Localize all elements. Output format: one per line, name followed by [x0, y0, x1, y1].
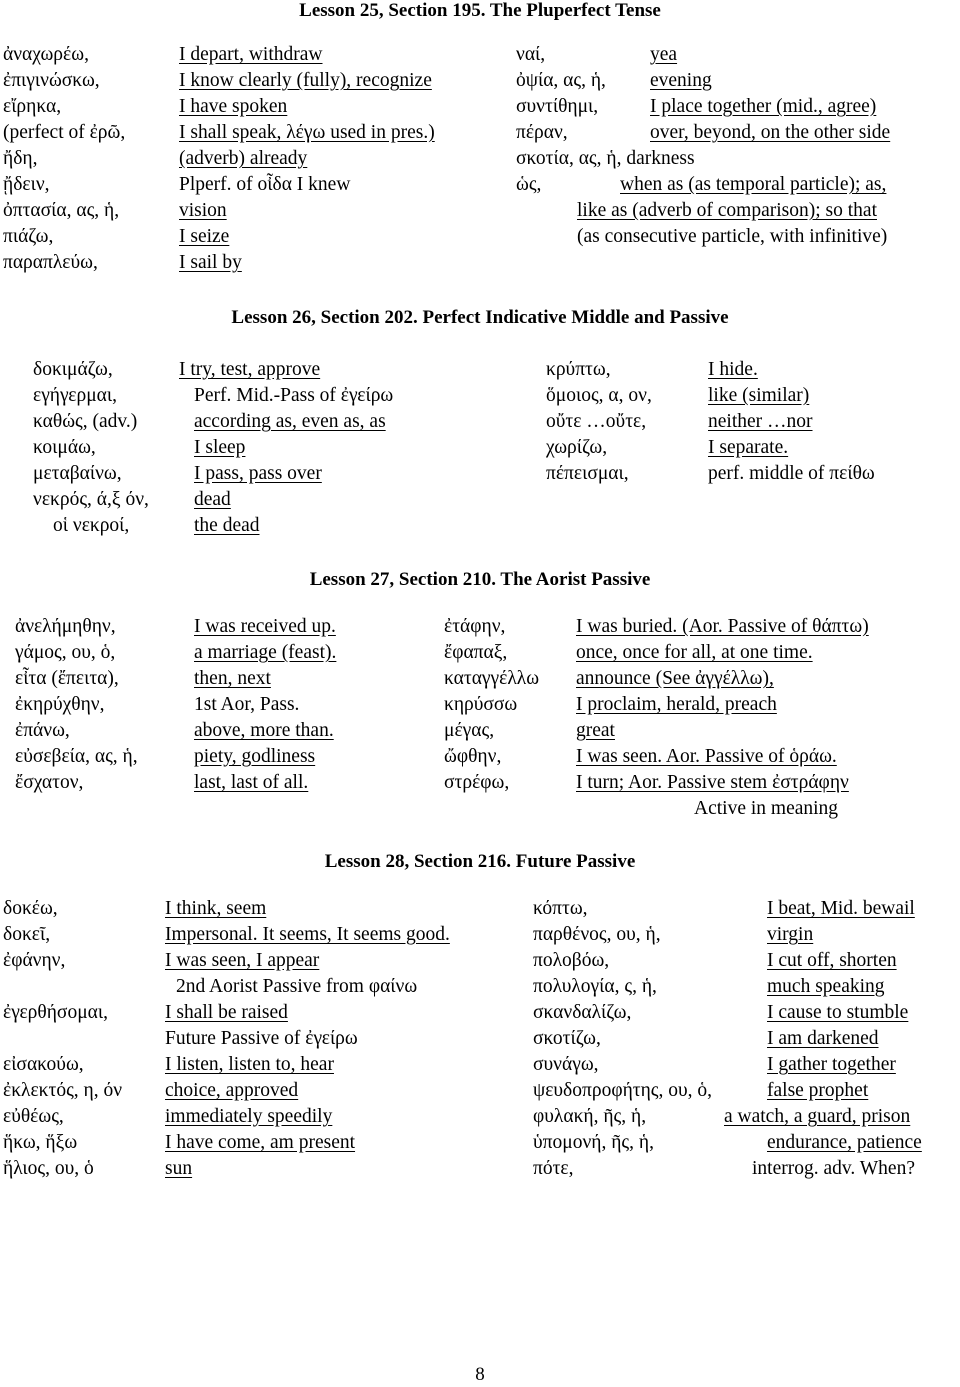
- greek-term: δοκιμάζω,: [33, 359, 113, 380]
- greek-term: μεταβαίνω,: [33, 463, 122, 484]
- english-gloss: (adverb) already: [179, 148, 308, 169]
- greek-term: πολυλογία, ς, ἡ,: [533, 976, 657, 997]
- greek-term: καταγγέλλω: [444, 668, 540, 689]
- greek-term: παραπλεύω,: [3, 252, 98, 273]
- greek-term: κοιμάω,: [33, 437, 96, 458]
- english-gloss: once, once for all, at one time.: [576, 642, 813, 663]
- greek-term: χωρίζω,: [546, 437, 608, 458]
- vocab-row: [0, 487, 960, 513]
- english-gloss: piety, godliness: [194, 746, 316, 767]
- english-gloss: yea: [650, 44, 678, 65]
- english-gloss: I seize: [179, 226, 230, 247]
- greek-term: καθώς, (adv.): [33, 411, 138, 432]
- greek-term: (perfect of ἐρῶ,: [3, 122, 126, 143]
- vocab-row: [0, 1130, 960, 1156]
- greek-term: πιάζω,: [3, 226, 54, 247]
- vocab-row: [0, 922, 960, 948]
- greek-term: πολοβόω,: [533, 950, 610, 971]
- page-number: 8: [475, 1364, 485, 1385]
- greek-term: ἥλιος, ου, ὁ: [3, 1158, 94, 1179]
- greek-term: κρύπτω,: [546, 359, 611, 380]
- vocab-row: [0, 718, 960, 744]
- greek-term: δοκέω,: [3, 898, 58, 919]
- greek-term: εἰσακούω,: [3, 1054, 84, 1075]
- english-gloss: I was buried. (Aor. Passive of θάπτω): [576, 616, 869, 637]
- english-gloss: I have come, am present: [165, 1132, 356, 1153]
- greek-term: στρέφω,: [444, 772, 510, 793]
- greek-term: ὤφθην,: [444, 746, 502, 767]
- greek-term: ψευδοπροφήτης, ου, ὁ,: [533, 1080, 713, 1101]
- greek-term: σκοτία, ας, ἡ, darkness: [516, 148, 695, 169]
- vocab-row: [0, 172, 960, 198]
- vocab-row: [0, 68, 960, 94]
- vocab-row: [0, 614, 960, 640]
- vocab-row: [0, 948, 960, 974]
- english-gloss: I was received up.: [194, 616, 336, 637]
- english-gloss: I sail by: [179, 252, 242, 273]
- greek-term: γάμος, ου, ὁ,: [15, 642, 116, 663]
- english-gloss: I cut off, shorten: [767, 950, 897, 971]
- english-gloss: perf. middle of πείθω: [708, 463, 875, 484]
- greek-term: εἴρηκα,: [3, 96, 62, 117]
- greek-term: ἐκηρύχθην,: [15, 694, 105, 715]
- greek-term: οἱ νεκροί,: [53, 515, 130, 536]
- vocab-row: [0, 666, 960, 692]
- english-gloss: I think, seem: [165, 898, 267, 919]
- english-gloss: a marriage (feast).: [194, 642, 337, 663]
- english-gloss: announce (See ἀγγέλλω),: [576, 668, 774, 689]
- english-gloss: I cause to stumble: [767, 1002, 909, 1023]
- greek-term: ἐφάνην,: [3, 950, 66, 971]
- vocab-row: [0, 974, 960, 1000]
- vocab-row: [0, 896, 960, 922]
- greek-term: ἐτάφην,: [444, 616, 506, 637]
- greek-term: πέπεισμαι,: [546, 463, 629, 484]
- english-gloss: I know clearly (fully), recognize: [179, 70, 432, 91]
- greek-term: συντίθημι,: [516, 96, 599, 117]
- english-gloss: (as consecutive particle, with infinitive): [577, 226, 888, 247]
- english-gloss: I listen, listen to, hear: [165, 1054, 334, 1075]
- section-title: Lesson 26, Section 202. Perfect Indicative Middle and Passive: [231, 307, 729, 328]
- greek-term: εἶτα (ἔπειτα),: [15, 668, 119, 689]
- greek-term: νεκρός, ά,ξ όν,: [33, 489, 149, 510]
- vocab-row: [0, 796, 960, 822]
- english-gloss: when as (as temporal particle); as,: [620, 174, 887, 195]
- english-gloss: according as, even as, as: [194, 411, 386, 432]
- english-gloss: 1st Aor, Pass.: [194, 694, 300, 715]
- greek-term: πότε,: [533, 1158, 574, 1179]
- english-gloss: interrog. adv. When?: [752, 1158, 915, 1179]
- greek-term: ναί,: [516, 44, 546, 65]
- greek-term: σκοτίζω,: [533, 1028, 601, 1049]
- vocab-row: [0, 250, 960, 276]
- english-gloss: Future Passive of ἐγείρω: [165, 1028, 358, 1049]
- greek-term: ὀψία, ας, ἡ,: [516, 70, 606, 91]
- greek-term: κόπτω,: [533, 898, 588, 919]
- greek-term: παρθένος, ου, ἡ,: [533, 924, 661, 945]
- english-gloss: the dead: [194, 515, 260, 536]
- greek-term: σκανδαλίζω,: [533, 1002, 632, 1023]
- vocab-row: [0, 1104, 960, 1130]
- vocab-row: [0, 513, 960, 539]
- english-gloss: then, next: [194, 668, 271, 689]
- vocab-row: [0, 1052, 960, 1078]
- greek-term: φυλακή, ῆς, ἡ,: [533, 1106, 647, 1127]
- english-gloss: I depart, withdraw: [179, 44, 323, 65]
- english-gloss: like as (adverb of comparison); so that: [577, 200, 877, 221]
- greek-term: ᾔδειν,: [3, 174, 50, 195]
- english-gloss: 2nd Aorist Passive from φαίνω: [176, 976, 418, 997]
- greek-term: οὔτε …οὔτε,: [546, 411, 647, 432]
- greek-term: ἀναχωρέω,: [3, 44, 89, 65]
- english-gloss: above, more than.: [194, 720, 334, 741]
- english-gloss: I was seen. Aor. Passive of ὁράω.: [576, 746, 837, 767]
- greek-term: μέγας,: [444, 720, 495, 741]
- english-gloss: I try, test, approve: [179, 359, 321, 380]
- english-gloss: I sleep: [194, 437, 246, 458]
- vocab-row: [0, 461, 960, 487]
- vocab-row: [0, 120, 960, 146]
- english-gloss: I proclaim, herald, preach: [576, 694, 777, 715]
- english-gloss: sun: [165, 1158, 193, 1179]
- greek-term: εὐσεβεία, ας, ἡ,: [15, 746, 138, 767]
- greek-term: εγήγερμαι,: [33, 385, 117, 406]
- greek-term: ἐγερθήσομαι,: [3, 1002, 108, 1023]
- english-gloss: I separate.: [708, 437, 789, 458]
- vocab-row: [0, 224, 960, 250]
- vocab-row: [0, 1000, 960, 1026]
- english-gloss: I am darkened: [767, 1028, 879, 1049]
- greek-term: δοκεῖ,: [3, 924, 51, 945]
- english-gloss: I pass, pass over: [194, 463, 322, 484]
- english-gloss: Perf. Mid.-Pass of ἐγείρω: [194, 385, 394, 406]
- english-gloss: I shall speak, λέγω used in pres.): [179, 122, 435, 143]
- english-gloss: virgin: [767, 924, 814, 945]
- english-gloss: immediately speedily: [165, 1106, 333, 1127]
- vocab-row: [0, 1078, 960, 1104]
- vocab-row: [0, 435, 960, 461]
- vocab-row: [0, 409, 960, 435]
- english-gloss: false prophet: [767, 1080, 869, 1101]
- english-gloss: a watch, a guard, prison: [724, 1106, 911, 1127]
- greek-term: ὑπομονή, ῆς, ἡ,: [533, 1132, 654, 1153]
- english-gloss: last, last of all.: [194, 772, 309, 793]
- vocab-row: [0, 383, 960, 409]
- english-gloss: I place together (mid., agree): [650, 96, 877, 117]
- vocab-row: [0, 94, 960, 120]
- section-title: Lesson 28, Section 216. Future Passive: [324, 851, 636, 872]
- vocab-row: [0, 640, 960, 666]
- greek-term: ἀνελήμηθην,: [15, 616, 116, 637]
- greek-term: ὀπτασία, ας, ἡ,: [3, 200, 120, 221]
- greek-term: πέραν,: [516, 122, 568, 143]
- greek-term: εὐθέως,: [3, 1106, 64, 1127]
- english-gloss: I turn; Aor. Passive stem ἐστράφην: [576, 772, 849, 793]
- vocab-row: [0, 357, 960, 383]
- english-gloss: great: [576, 720, 615, 741]
- english-gloss: like (similar): [708, 385, 810, 406]
- english-gloss: Active in meaning: [694, 798, 839, 819]
- section-title: Lesson 25, Section 195. The Pluperfect Tense: [299, 0, 661, 21]
- english-gloss: I gather together: [767, 1054, 896, 1075]
- greek-term: ἐκλεκτός, η, όν: [3, 1080, 123, 1101]
- english-gloss: neither …nor: [708, 411, 813, 432]
- vocab-row: [0, 42, 960, 68]
- english-gloss: I beat, Mid. bewail: [767, 898, 915, 919]
- vocab-row: [0, 1026, 960, 1052]
- english-gloss: dead: [194, 489, 231, 510]
- vocab-row: [0, 692, 960, 718]
- greek-term: ἤδη,: [3, 148, 38, 169]
- greek-term: ἔφαπαξ,: [444, 642, 508, 663]
- english-gloss: I have spoken: [179, 96, 288, 117]
- vocab-row: [0, 744, 960, 770]
- english-gloss: vision: [179, 200, 227, 221]
- english-gloss: over, beyond, on the other side: [650, 122, 891, 143]
- greek-term: συνάγω,: [533, 1054, 599, 1075]
- english-gloss: choice, approved: [165, 1080, 299, 1101]
- greek-term: κηρύσσω: [444, 694, 518, 715]
- english-gloss: I was seen, I appear: [165, 950, 320, 971]
- greek-term: ἔσχατον,: [15, 772, 84, 793]
- vocab-row: [0, 146, 960, 172]
- section-title: Lesson 27, Section 210. The Aorist Passive: [309, 569, 651, 590]
- english-gloss: I hide.: [708, 359, 758, 380]
- greek-term: ἐπάνω,: [15, 720, 70, 741]
- greek-term: ἐπιγινώσκω,: [3, 70, 100, 91]
- english-gloss: much speaking: [767, 976, 885, 997]
- english-gloss: Impersonal. It seems, It seems good.: [165, 924, 450, 945]
- english-gloss: evening: [650, 70, 712, 91]
- vocab-row: [0, 198, 960, 224]
- english-gloss: I shall be raised: [165, 1002, 288, 1023]
- vocab-row: [0, 1156, 960, 1182]
- vocab-row: [0, 770, 960, 796]
- greek-term: ὅμοιος, α, ον,: [546, 385, 652, 406]
- english-gloss: Plperf. of οἶδα I knew: [179, 174, 351, 195]
- english-gloss: endurance, patience: [767, 1132, 922, 1153]
- greek-term: ἥκω, ἥξω: [3, 1132, 78, 1153]
- greek-term: ὡς,: [516, 174, 542, 195]
